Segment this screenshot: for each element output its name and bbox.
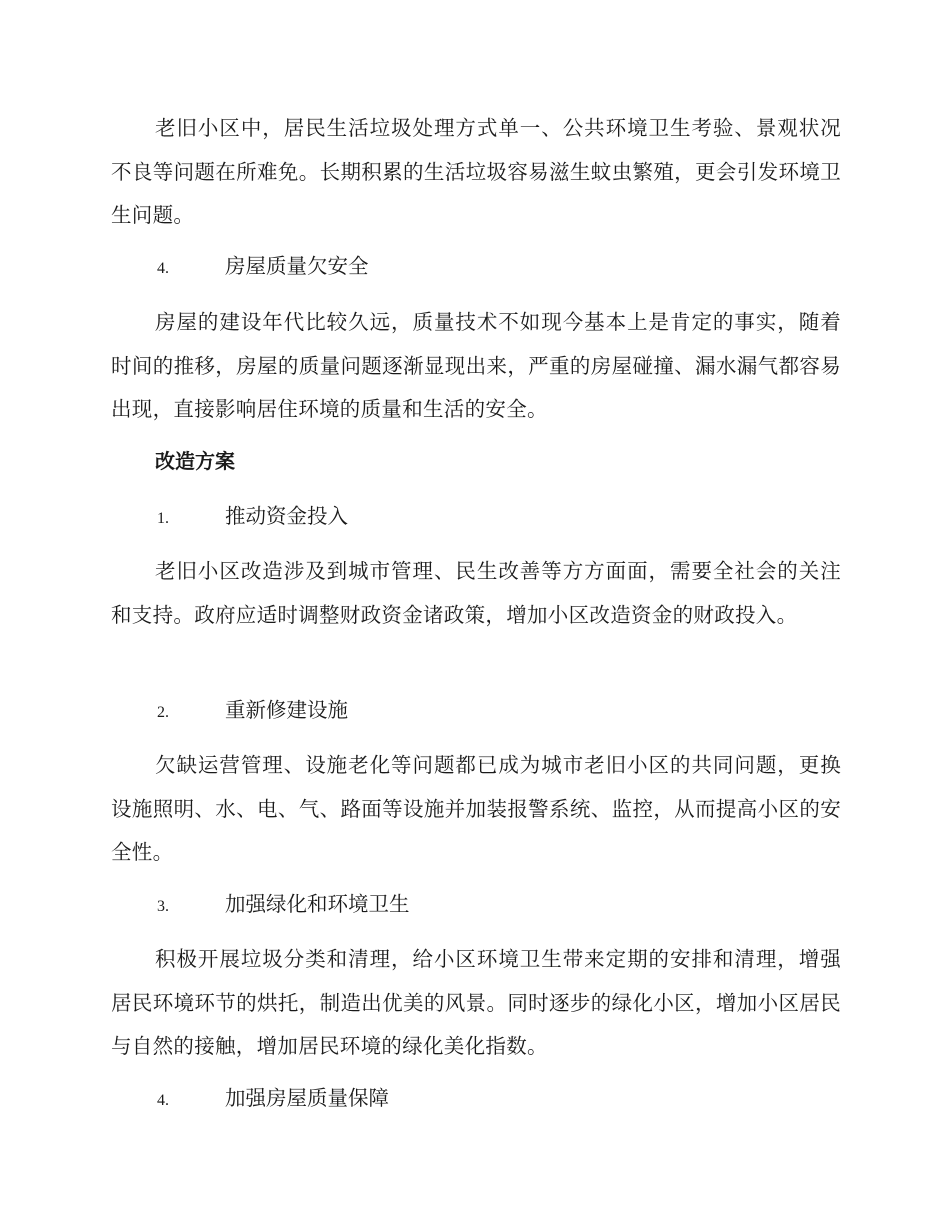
list-label: 重新修建设施 — [225, 698, 348, 722]
list-item-funding — [111, 495, 887, 541]
list-label: 加强绿化和环境卫生 — [225, 892, 410, 916]
list-label: 房屋质量欠安全 — [225, 254, 369, 278]
list-item-housing-safety — [111, 245, 887, 291]
paragraph-facilities: 欠缺运营管理、设施老化等问题都已成为城市老旧小区的共同问题，更换设施照明、水、电、气、路面等设施并加装报警系统、监控，从而提高小区的安全性。 — [111, 753, 841, 864]
list-label: 推动资金投入 — [225, 504, 348, 528]
list-number: 2. — [157, 704, 169, 721]
list-item-facilities — [111, 689, 887, 735]
list-label: 加强房屋质量保障 — [225, 1086, 389, 1110]
section-heading-renovation-plan: 改造方案 — [155, 449, 235, 473]
list-number: 4. — [157, 1092, 169, 1109]
list-item-greening — [111, 883, 887, 929]
paragraph-greening: 积极开展垃圾分类和清理，给小区环境卫生带来定期的安排和清理，增强居民环境环节的烘托，制造出优美的风景。同时逐步的绿化小区，增加小区居民与自然的接触，增加居民环境的绿化美化指数。 — [111, 947, 841, 1058]
list-number: 1. — [157, 510, 169, 527]
paragraph-housing-quality: 房屋的建设年代比较久远，质量技术不如现今基本上是肯定的事实，随着时间的推移，房屋的质量问题逐渐显现出来，严重的房屋碰撞、漏水漏气都容易出现，直接影响居住环境的质量和生活的安全。 — [111, 310, 841, 421]
list-number: 3. — [157, 898, 169, 915]
paragraph-funding: 老旧小区改造涉及到城市管理、民生改善等方方面面，需要全社会的关注和支持。政府应适时调整财政资金诸政策，增加小区改造资金的财政投入。 — [111, 559, 841, 627]
paragraph-garbage-issue: 老旧小区中，居民生活垃圾处理方式单一、公共环境卫生考验、景观状况不良等问题在所难免。长期积累的生活垃圾容易滋生蚊虫繁殖，更会引发环境卫生问题。 — [111, 116, 841, 227]
list-number: 4. — [157, 260, 169, 277]
list-item-housing-guarantee — [111, 1077, 887, 1123]
